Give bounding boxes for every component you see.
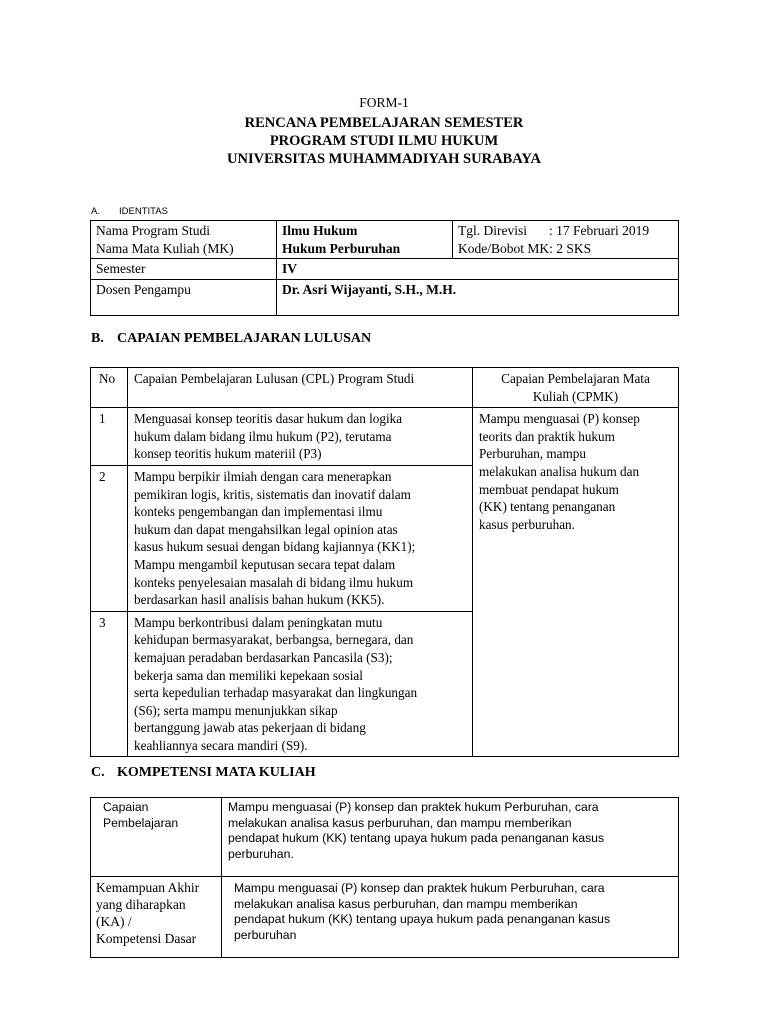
competency-row-ka — [91, 877, 679, 958]
section-c-heading — [91, 765, 316, 781]
cpl-table — [90, 367, 679, 757]
cpl-line: bertanggung jawab atas pekerjaan di bidang — [134, 720, 366, 736]
cpl-line: keahliannya secara mandiri (S9). — [134, 737, 308, 753]
ka-line: perburuhan — [234, 927, 297, 942]
revised-line — [458, 222, 673, 240]
section-c-title: KOMPETENSI MATA KULIAH — [117, 765, 316, 780]
competency-row-cp — [91, 798, 679, 877]
semester-value: IV — [277, 259, 679, 280]
ka-line: pendapat hukum (KK) tentang upaya hukum pada penanganan kasus — [234, 912, 611, 926]
cp-line: Mampu menguasai (P) konsep dan praktek hukum Perburuhan, cara — [228, 800, 599, 814]
cpl-line: bekerja sama dan memiliki kepekaan sosial — [134, 667, 363, 683]
cp-line: perburuhan. — [228, 846, 294, 861]
ka-label-line: Kemampuan Akhir — [96, 880, 200, 895]
cpl-line: serta kepedulian terhadap masyarakat dan lingkungan — [134, 685, 418, 701]
cpl-row-text — [128, 465, 473, 611]
cpmk-line: melakukan analisa hukum dan — [479, 463, 640, 479]
cpmk-line: membuat pendapat hukum — [479, 481, 619, 497]
cpmk-line: kasus perburuhan. — [479, 516, 575, 532]
cpl-row-text — [128, 408, 473, 466]
cp-label — [91, 798, 222, 877]
col-no-header: No — [91, 368, 128, 408]
section-b-number: B. — [91, 331, 104, 346]
cpl-line: kasus hukum sesuai dengan bidang kajiannya (KK1); — [134, 539, 416, 555]
ka-line: Mampu menguasai (P) konsep dan praktek hukum Perburuhan, cara — [234, 881, 605, 895]
cp-line: pendapat hukum (KK) tentang upaya hukum pada penanganan kasus — [228, 831, 605, 845]
ka-label — [91, 877, 222, 958]
identity-row-semester — [91, 259, 679, 280]
col-cpmk-header-line1: Capaian Pembelajaran Mata — [501, 371, 650, 386]
revised-value: : 17 Februari 2019 — [549, 223, 650, 238]
cpl-line: konsep teoritis hukum materiil (P3) — [134, 446, 322, 462]
lecturer-label: Dosen Pengampu — [91, 279, 277, 315]
cpl-line: hukum dan dapat mengahsilkan legal opinion atas — [134, 521, 398, 537]
doc-university: UNIVERSITAS MUHAMMADIYAH SURABAYA — [227, 151, 541, 167]
doc-program: PROGRAM STUDI ILMU HUKUM — [269, 133, 499, 149]
col-cpmk-header-line2: Kuliah (CPMK) — [532, 388, 619, 404]
cpl-line: hukum dalam bidang ilmu hukum (P2), terutama — [134, 428, 392, 444]
cpl-row-no: 3 — [91, 611, 128, 757]
ka-text — [222, 877, 679, 958]
course-value: Hukum Perburuhan — [282, 240, 401, 256]
section-c-number: C. — [91, 765, 105, 780]
cpl-line: Mampu berkontribusi dalam peningkatan mutu — [134, 614, 383, 630]
cpl-line: berdasarkan hasil analisis bahan hukum (KK5). — [134, 592, 385, 608]
cpl-line: kemajuan peradaban berdasarkan Pancasila (S3); — [134, 649, 393, 665]
cpl-row-text — [128, 611, 473, 757]
cp-label-line: Capaian — [103, 800, 149, 814]
cpmk-line: Mampu menguasai (P) konsep — [479, 411, 640, 427]
identity-values-cell — [277, 221, 453, 259]
identity-table — [90, 220, 679, 316]
section-a-heading — [91, 206, 168, 217]
section-b-title: CAPAIAN PEMBELAJARAN LULUSAN — [117, 331, 372, 346]
section-a-title: IDENTITAS — [119, 206, 168, 217]
cpl-line: Menguasai konsep teoritis dasar hukum dan logika — [134, 411, 403, 427]
cp-line: melakukan analisa kasus perburuhan, dan mampu memberikan — [228, 815, 572, 830]
ka-label-line: Kompetensi Dasar — [96, 931, 197, 946]
cpl-line: pemikiran logis, kritis, sistematis dan inovatif dalam — [134, 486, 411, 502]
cpl-row-no: 1 — [91, 408, 128, 466]
cpl-line: konteks pengembangan dan implementasi ilmu — [134, 504, 383, 520]
cpmk-cell — [473, 408, 679, 757]
col-cpl-header: Capaian Pembelajaran Lulusan (CPL) Program Studi — [128, 368, 473, 408]
cpl-line: konteks penyelesaian masalah di bidang ilmu hukum — [134, 574, 414, 590]
cpl-row-no: 2 — [91, 465, 128, 611]
col-cpmk-header — [473, 368, 679, 408]
cpl-line: Mampu berpikir ilmiah dengan cara menerapkan — [134, 468, 392, 484]
cpmk-line: (KK) tentang penanganan — [479, 499, 616, 515]
revised-label: Tgl. Direvisi — [458, 223, 527, 238]
code-label: Kode/Bobot MK: 2 SKS — [458, 240, 592, 256]
cpmk-line: Perburuhan, mampu — [479, 446, 586, 462]
identity-labels-cell — [91, 221, 277, 259]
ka-label-line: yang diharapkan — [96, 897, 186, 912]
cpmk-line: teorits dan praktik hukum — [479, 428, 615, 444]
competency-table — [90, 797, 679, 958]
form-number: FORM-1 — [359, 95, 409, 110]
identity-row-lecturer — [91, 279, 679, 315]
program-value: Ilmu Hukum — [282, 223, 358, 238]
cpl-line: (S6); serta mampu menunjukkan sikap — [134, 702, 338, 718]
cpl-line: Mampu mengambil keputusan secara tepat dalam — [134, 556, 396, 572]
cpl-line: kehidupan bermasyarakat, berbangsa, bernegara, dan — [134, 632, 414, 648]
cpl-header-row — [91, 368, 679, 408]
program-label: Nama Program Studi — [96, 223, 210, 238]
ka-label-line: (KA) / — [96, 914, 132, 929]
identity-meta-cell — [453, 221, 679, 259]
section-a-number: A. — [91, 206, 100, 217]
ka-line: melakukan analisa kasus perburuhan, dan mampu memberikan — [234, 896, 578, 911]
doc-title: RENCANA PEMBELAJARAN SEMESTER — [244, 115, 524, 131]
cpl-row-1 — [91, 408, 679, 466]
section-b-heading — [91, 331, 371, 347]
cp-text — [222, 798, 679, 877]
course-label: Nama Mata Kuliah (MK) — [96, 240, 234, 256]
lecturer-value: Dr. Asri Wijayanti, S.H., M.H. — [277, 279, 679, 315]
semester-label: Semester — [91, 259, 277, 280]
cp-label-line: Pembelajaran — [103, 815, 179, 830]
identity-row-program — [91, 221, 679, 259]
